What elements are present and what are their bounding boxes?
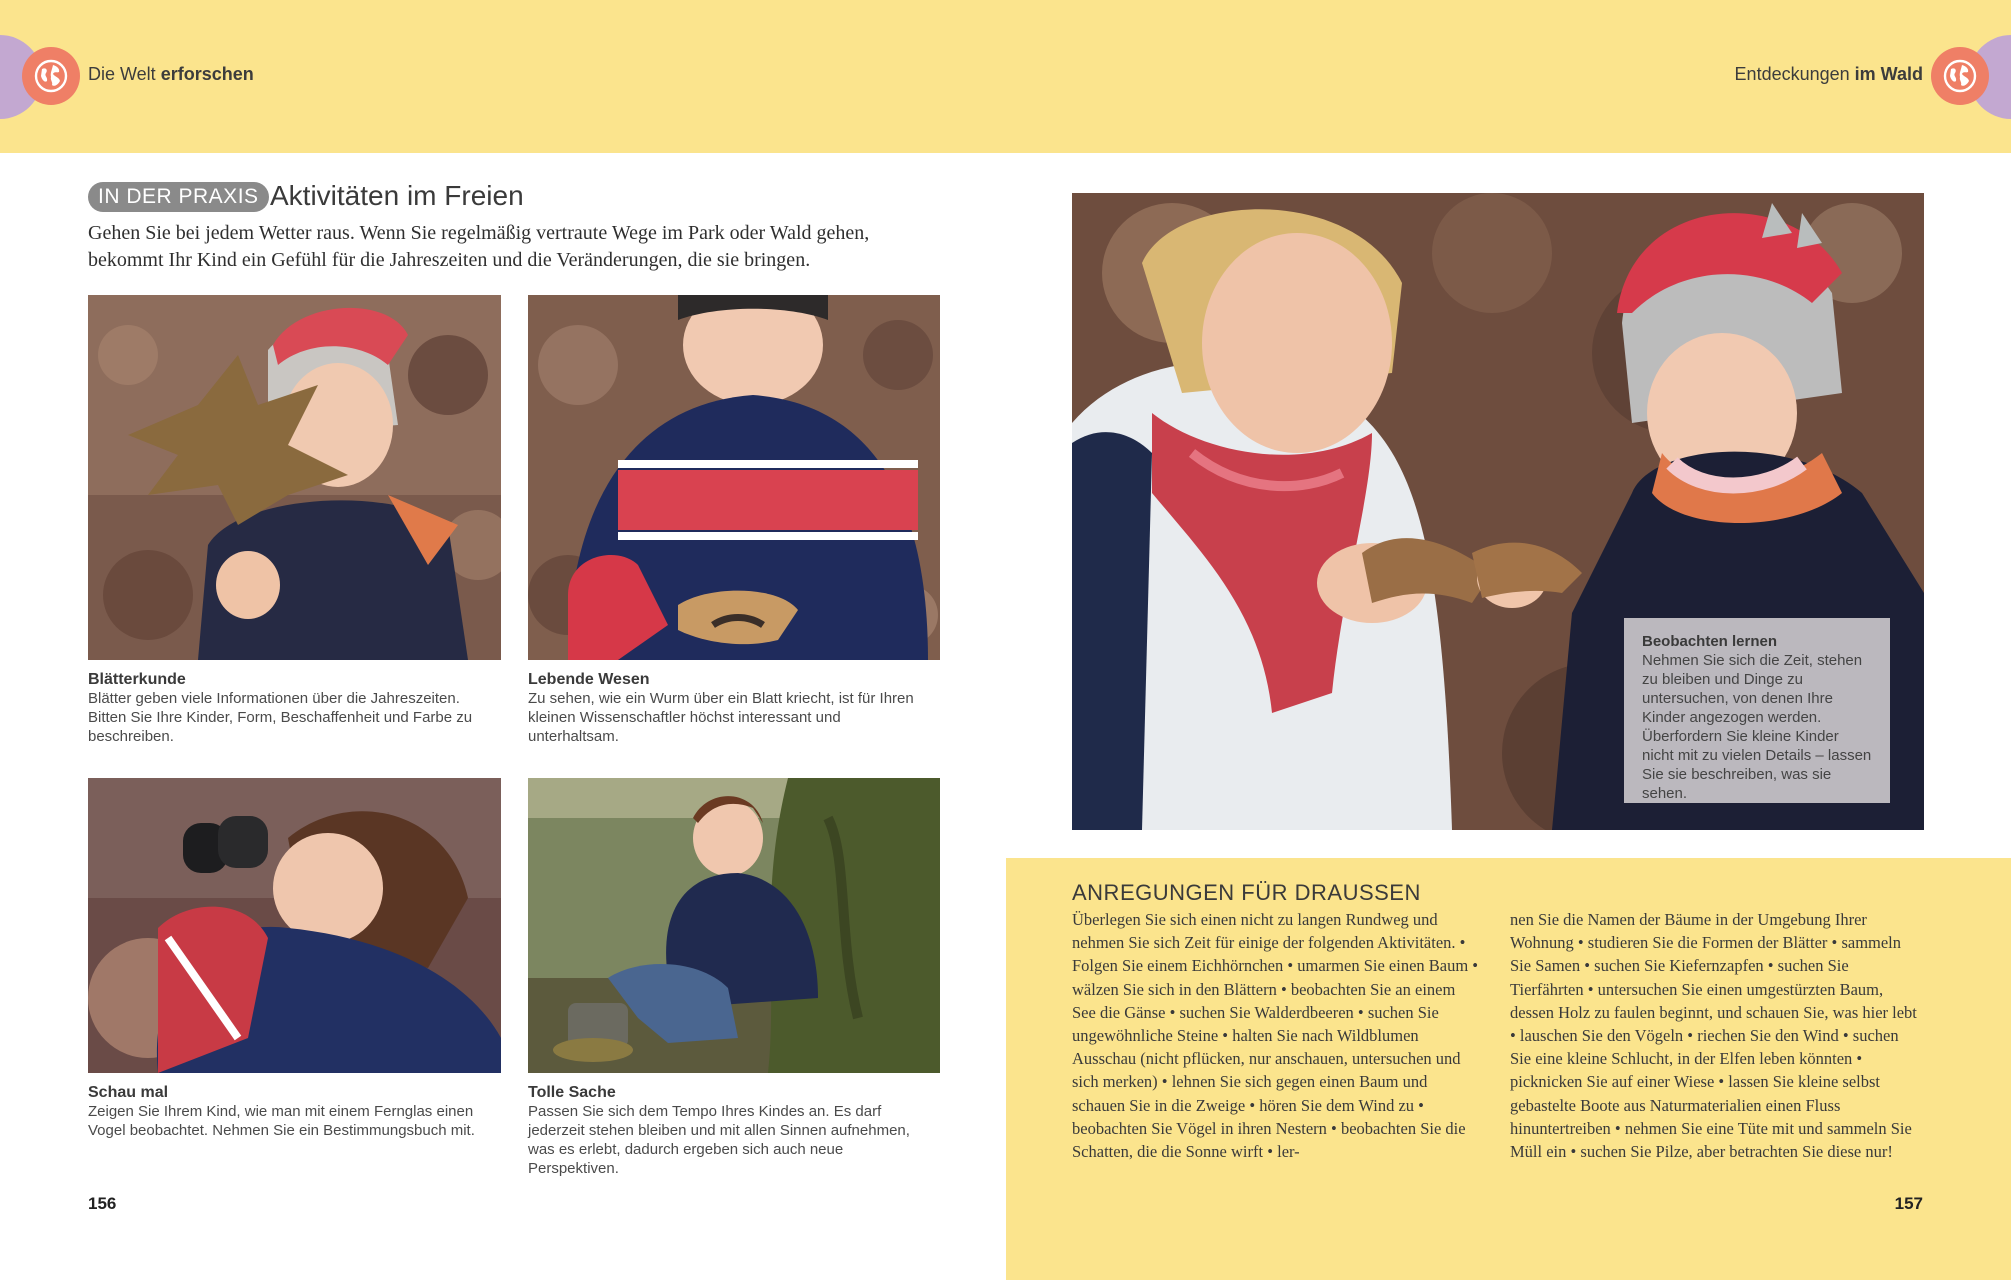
photo-boy-with-worm	[528, 295, 940, 660]
running-header-left: Die Welt erforschen	[88, 64, 254, 84]
caption-title: Blätterkunde	[88, 671, 186, 688]
running-header-right: Entdeckungen im Wald	[1734, 64, 1923, 84]
ideas-title: ANREGUNGEN FÜR DRAUSSEN	[1072, 880, 1421, 905]
intro-text: Gehen Sie bei jedem Wetter raus. Wenn Sie regelmäßig vertraute Wege im Park oder Wald gehen, bekommt Ihr Kind ein Gefühl für die Jahreszeiten und die Veränderungen, die sie bringen.	[88, 222, 870, 271]
ideas-column-1: Überlegen Sie sich einen nicht zu langen Rundweg und nehmen Sie sich Zeit für einige der folgenden Aktivitäten. • Folgen Sie einem Eichhörnchen • umarmen Sie einen Baum • wälzen Sie sich in den Blättern • beobachten Sie an einem See die Gänse • suchen Sie Walderdbeeren • suchen Sie ungewöhnliche Steine • halten Sie nach Wildblumen Ausschau (nicht pflücken, nur anschauen, untersuchen und sich merken) • lehnen Sie sich gegen einen Baum und schauen Sie in die Zweige • hören Sie dem Wind zu • beobachten Sie Vögel in ihren Nestern • beobachten Sie die Schatten, die die Sonne wirft • ler-	[1072, 910, 1479, 1162]
caption-blaetterkunde	[88, 670, 488, 746]
caption-text: Zeigen Sie Ihrem Kind, wie man mit einem Fernglas einen Vogel beobachtet. Nehmen Sie ein Bestimmungsbuch mit.	[88, 1103, 475, 1139]
ideas-column-2: nen Sie die Namen der Bäume in der Umgebung Ihrer Wohnung • studieren Sie die Formen der Blätter • sammeln Sie Samen • suchen Sie Kiefernzapfen • suchen Sie Tierfährten • untersuchen Sie einen umgestürzten Baum, dessen Holz zu faulen beginnt, und schauen Sie, was hier lebt • lauschen Sie den Vögeln • riechen Sie den Wind • suchen Sie eine kleine Schlucht, in der Elfen leben könnten • picknicken Sie auf einer Wiese • lassen Sie kleine selbst gebastelte Boote aus Naturmaterialien einen Fluss hinuntertreiben • nehmen Sie eine Tüte mit und sammeln Sie Müll ein • suchen Sie Pilze, aber betrachten Sie diese nur!	[1510, 910, 1917, 1162]
caption-title: Schau mal	[88, 1084, 169, 1101]
section-title: Aktivitäten im Freien	[270, 180, 524, 211]
note-beobachten-lernen	[1624, 618, 1890, 803]
globe-icon	[1931, 47, 1989, 105]
caption-text: Blätter geben viele Informationen über die Jahreszeiten. Bitten Sie Ihre Kinder, Form, Beschaffenheit und Farbe zu beschreiben.	[88, 690, 473, 745]
photo-boy-at-tree	[528, 778, 940, 1073]
photo-girl-with-leaf	[88, 295, 501, 660]
header-band	[0, 0, 2011, 153]
photo-boy-with-binoculars	[88, 778, 501, 1073]
caption-lebende-wesen	[528, 670, 928, 746]
globe-icon	[22, 47, 80, 105]
caption-text: Passen Sie sich dem Tempo Ihres Kindes an. Es darf jederzeit stehen bleiben und mit allen Sinnen aufnehmen, was es erlebt, dadurch ergeben sich auch neue Perspektiven.	[528, 1103, 910, 1177]
caption-schau-mal	[88, 1083, 488, 1140]
caption-title: Tolle Sache	[528, 1084, 616, 1101]
caption-tolle-sache	[528, 1083, 928, 1178]
page-number-left: 156	[88, 1194, 117, 1213]
practice-label: IN DER PRAXIS	[88, 182, 269, 212]
note-title: Beobachten lernen	[1642, 633, 1778, 650]
caption-title: Lebende Wesen	[528, 671, 650, 688]
note-text: Nehmen Sie sich die Zeit, stehen zu bleiben und Dinge zu untersuchen, von denen Ihre Kinder angezogen werden. Überfordern Sie kleine Kinder nicht mit zu vielen Details – lassen Sie sie beschreiben, was sie sehen.	[1642, 652, 1872, 802]
caption-text: Zu sehen, wie ein Wurm über ein Blatt kriecht, ist für Ihren kleinen Wissenschaftler höchst interessant und unterhaltsam.	[528, 690, 914, 745]
page-number-right: 157	[1894, 1194, 1923, 1213]
